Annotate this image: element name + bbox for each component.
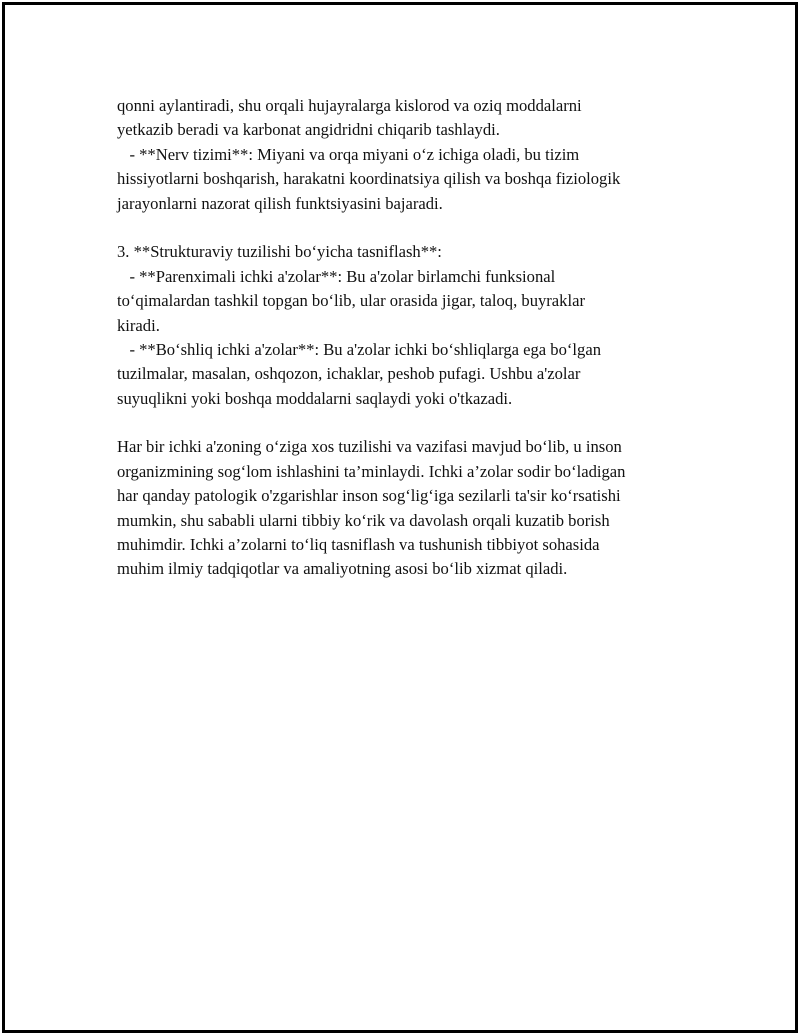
text-line: muhimdir. Ichki a’zolarni to‘liq tasniflash va tushunish tibbiyot sohasida — [117, 535, 600, 555]
text-line: hissiyotlarni boshqarish, harakatni koordinatsiya qilish va boshqa fiziologik — [117, 169, 621, 189]
document-body — [117, 94, 687, 582]
paragraph-gap — [117, 216, 687, 240]
text-line: to‘qimalardan tashkil topgan bo‘lib, ular orasida jigar, taloq, buyraklar — [117, 291, 585, 311]
text-line: yetkazib beradi va karbonat angidridni chiqarib tashlaydi. — [117, 120, 500, 140]
section-heading: 3. **Strukturaviy tuzilishi bo‘yicha tasniflash**: — [117, 242, 442, 262]
text-line: - **Bo‘shliq ichki a'zolar**: Bu a'zolar ichki bo‘shliqlarga ega bo‘lgan — [117, 339, 601, 359]
text-line: har qanday patologik o'zgarishlar inson sog‘lig‘iga sezilarli ta'sir ko‘rsatishi — [117, 486, 621, 506]
text-line: - **Parenximali ichki a'zolar**: Bu a'zolar birlamchi funksional — [117, 266, 556, 286]
text-line: jarayonlarni nazorat qilish funktsiyasini bajaradi. — [117, 193, 443, 213]
paragraph-gap — [117, 411, 687, 435]
text-line: suyuqlikni yoki boshqa moddalarni saqlaydi yoki o'tkazadi. — [117, 388, 513, 408]
text-line: organizmining sog‘lom ishlashini ta’minlaydi. Ichki a’zolar sodir bo‘ladigan — [117, 461, 626, 481]
text-line: tuzilmalar, masalan, oshqozon, ichaklar, peshob pufagi. Ushbu a'zolar — [117, 364, 581, 384]
text-line: muhim ilmiy tadqiqotlar va amaliyotning asosi bo‘lib xizmat qiladi. — [117, 559, 568, 579]
text-line: qonni aylantiradi, shu orqali hujayralarga kislorod va oziq moddalarni — [117, 96, 582, 115]
text-line: mumkin, shu sababli ularni tibbiy ko‘rik va davolash orqali kuzatib borish — [117, 510, 610, 530]
text-line: - **Nerv tizimi**: Miyani va orqa miyani o‘z ichiga oladi, bu tizim — [117, 144, 580, 164]
text-line: Har bir ichki a'zoning o‘ziga xos tuzilishi va vazifasi mavjud bo‘lib, u inson — [117, 437, 622, 457]
text-line: kiradi. — [117, 315, 160, 335]
